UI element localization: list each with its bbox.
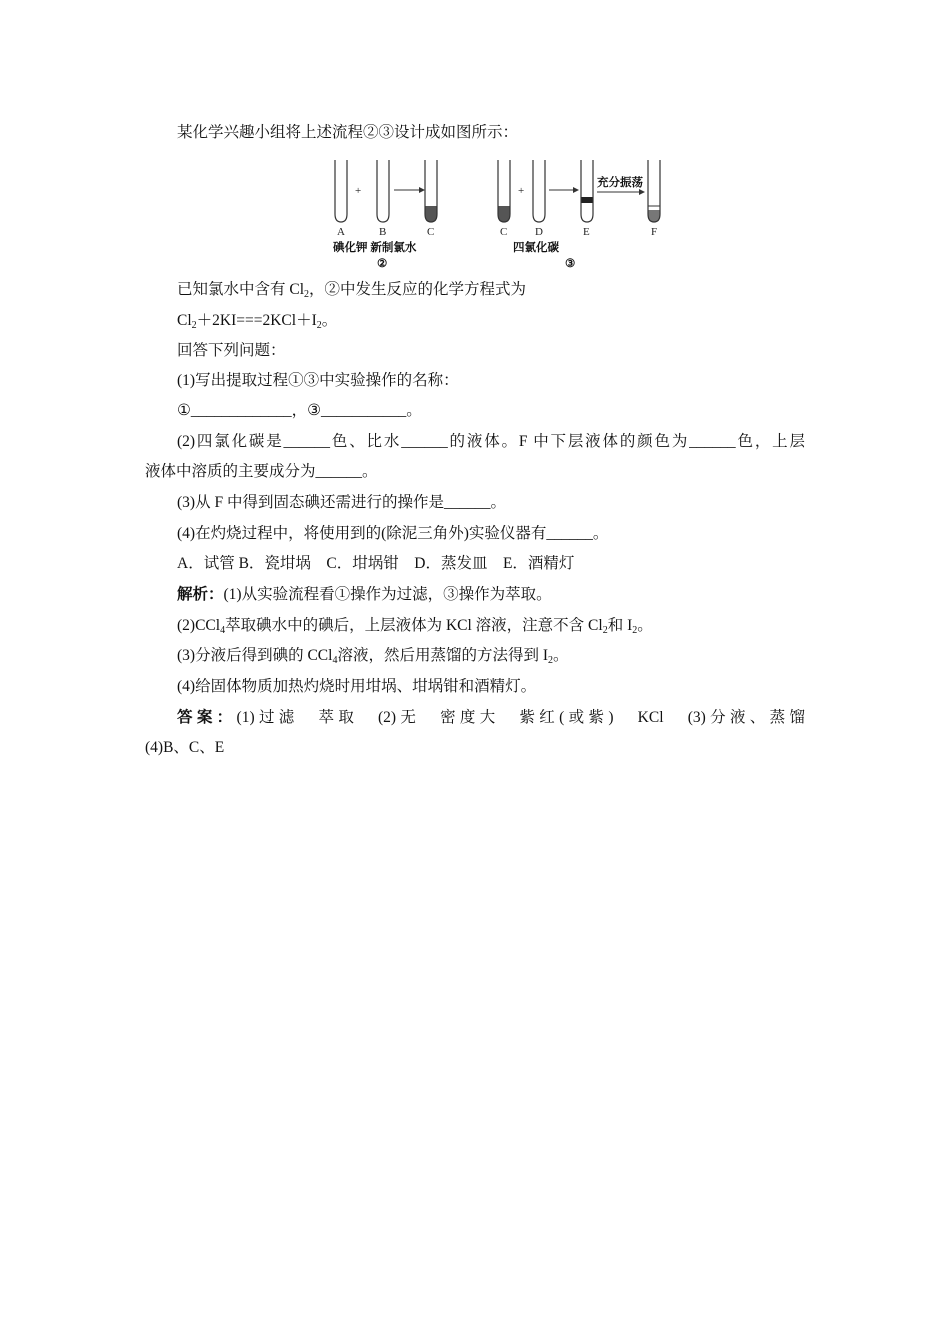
analysis-1-text: (1)从实验流程看①操作为过滤，③操作为萃取。 bbox=[223, 586, 552, 603]
equation-part-c: 。 bbox=[321, 312, 338, 329]
plus-sign-left: + bbox=[355, 185, 362, 197]
analysis-1 bbox=[177, 584, 805, 606]
test-tube-b bbox=[377, 160, 389, 222]
caption-right: 四氯化碳 bbox=[513, 242, 559, 254]
analysis-3-a: (3)分液后得到碘的 CCl bbox=[177, 647, 333, 664]
arrow-label-shake: 充分振荡 bbox=[597, 177, 643, 189]
analysis-2-sub-a: 4 bbox=[220, 625, 226, 636]
question-2-line-2: 液体中溶质的主要成分为______。 bbox=[145, 463, 378, 480]
step-label-left: ② bbox=[377, 258, 388, 270]
question-2-line-1: (2)四氯化碳是______色、比水______的液体。F 中下层液体的颜色为______色，上层 bbox=[177, 433, 805, 450]
answer-label: 答案： bbox=[177, 709, 237, 726]
analysis-2-sub-b: 2 bbox=[602, 625, 608, 636]
analysis-2 bbox=[177, 615, 805, 637]
tube-label-c-left: C bbox=[427, 226, 435, 238]
intro-text: 某化学兴趣小组将上述流程②③设计成如图所示： bbox=[177, 124, 519, 141]
tube-label-c-right: C bbox=[500, 226, 508, 238]
analysis-3-c: 。 bbox=[552, 647, 569, 664]
equation-sub-a: 2 bbox=[191, 320, 197, 331]
known-text-1: 已知氯水中含有 Cl bbox=[177, 281, 305, 298]
tube-label-a: A bbox=[337, 226, 345, 238]
answer-text-1: (1)过滤 萃取 (2)无 密度大 紫红(或紫) KCl (3)分液、蒸馏 bbox=[236, 709, 805, 726]
answer-line-1 bbox=[177, 707, 805, 729]
plus-sign-right: + bbox=[518, 185, 525, 197]
arrow-head-middle bbox=[573, 187, 579, 193]
answer-line-2: (4)B、C、E bbox=[145, 739, 225, 756]
options-list: A．试管 B．瓷坩埚 C．坩埚钳 D．蒸发皿 E．酒精灯 bbox=[177, 555, 575, 572]
analysis-3-sub-a: 4 bbox=[332, 655, 338, 666]
analysis-2-c: 和 I bbox=[607, 617, 633, 634]
known-sub: 2 bbox=[304, 289, 310, 300]
known-statement bbox=[177, 279, 805, 301]
analysis-label: 解析： bbox=[177, 586, 224, 603]
tube-label-d: D bbox=[535, 226, 543, 238]
analysis-2-a: (2)CCl bbox=[177, 617, 221, 634]
tube-label-e: E bbox=[583, 226, 590, 238]
tube-label-b: B bbox=[379, 226, 387, 238]
analysis-2-sub-c: 2 bbox=[632, 625, 638, 636]
analysis-2-b: 萃取碘水中的碘后，上层液体为 KCl 溶液，注意不含 Cl bbox=[225, 617, 603, 634]
equation-part-a: Cl bbox=[177, 312, 192, 329]
analysis-3-b: 溶液，然后用蒸馏的方法得到 I bbox=[337, 647, 548, 664]
arrow-head-right bbox=[639, 189, 645, 195]
step-label-right: ③ bbox=[565, 258, 576, 270]
analysis-3 bbox=[177, 645, 805, 667]
question-4: (4)在灼烧过程中，将使用到的(除泥三角外)实验仪器有______。 bbox=[177, 525, 609, 542]
caption-left: 碘化钾 新制氯水 bbox=[333, 242, 417, 254]
chemical-equation bbox=[177, 310, 805, 332]
analysis-3-sub-b: 2 bbox=[547, 655, 553, 666]
test-tube-figure bbox=[325, 154, 675, 272]
arrow-head-left bbox=[419, 187, 425, 193]
equation-sub-b: 2 bbox=[316, 320, 322, 331]
test-tube-d bbox=[533, 160, 545, 222]
prompt-text: 回答下列问题： bbox=[177, 342, 286, 359]
equation-part-b: ＋2KI===2KCl＋I bbox=[196, 312, 317, 329]
analysis-4: (4)给固体物质加热灼烧时用坩埚、坩埚钳和酒精灯。 bbox=[177, 678, 537, 695]
analysis-2-d: 。 bbox=[637, 617, 653, 634]
tube-label-f: F bbox=[651, 226, 658, 238]
question-1-blanks: ①_____________，③___________。 bbox=[177, 402, 422, 419]
test-tube-a bbox=[335, 160, 347, 222]
known-text-2: ，②中发生反应的化学方程式为 bbox=[309, 281, 527, 298]
test-tube-e bbox=[581, 160, 593, 222]
question-1: (1)写出提取过程①③中实验操作的名称： bbox=[177, 372, 459, 389]
question-3: (3)从 F 中得到固态碘还需进行的操作是______。 bbox=[177, 494, 506, 511]
test-tube-e-layer bbox=[581, 197, 593, 203]
